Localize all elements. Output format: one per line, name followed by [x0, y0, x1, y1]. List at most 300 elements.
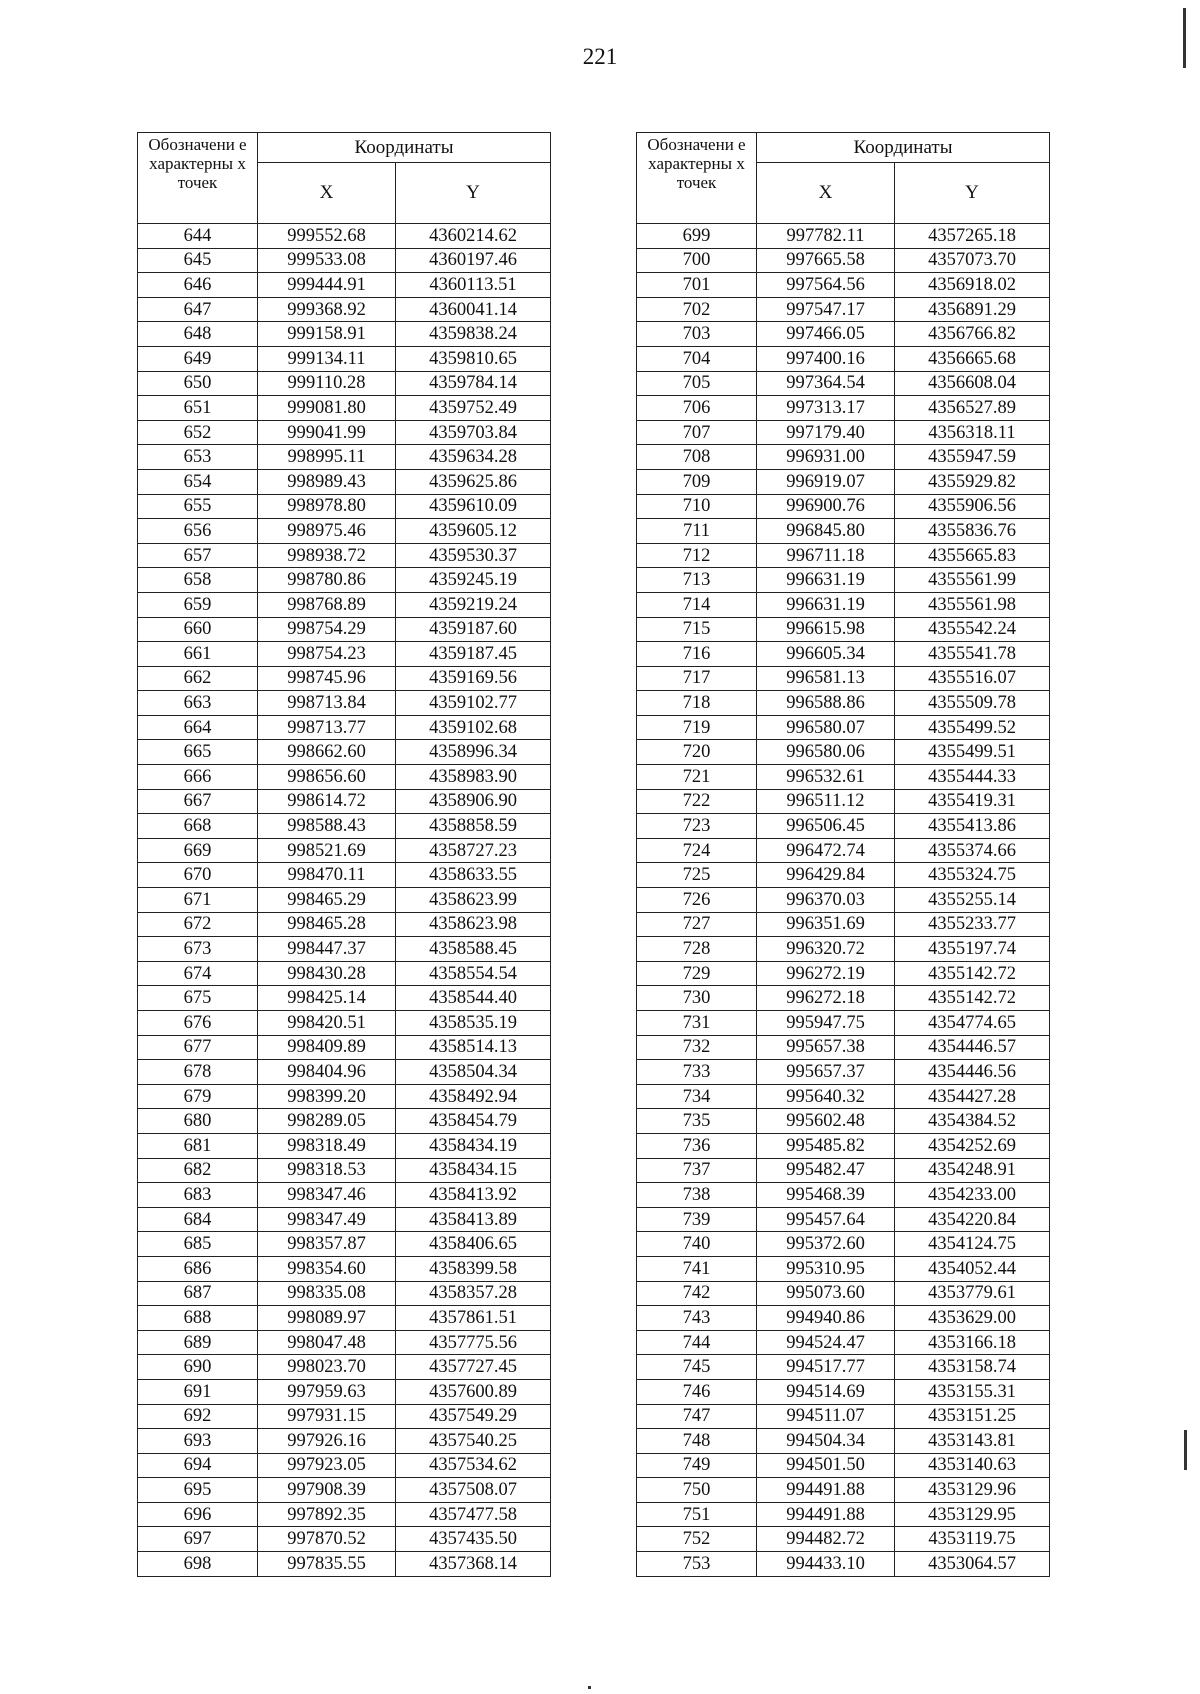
y-coordinate-cell: 4358535.19	[396, 1011, 551, 1036]
table-row	[138, 961, 551, 986]
table-row	[138, 715, 551, 740]
table-row	[138, 937, 551, 962]
table-row	[138, 1478, 551, 1503]
table-row	[637, 1232, 1050, 1257]
table-row	[637, 543, 1050, 568]
point-number-cell: 744	[637, 1330, 757, 1355]
x-coordinate-cell: 998662.60	[258, 740, 396, 765]
point-number-cell: 719	[637, 715, 757, 740]
point-number-cell: 674	[138, 961, 258, 986]
x-coordinate-cell: 998357.87	[258, 1232, 396, 1257]
y-coordinate-cell: 4358434.19	[396, 1133, 551, 1158]
x-coordinate-cell: 998938.72	[258, 543, 396, 568]
point-number-cell: 662	[138, 666, 258, 691]
y-coordinate-cell: 4355929.82	[895, 469, 1050, 494]
x-coordinate-cell: 997782.11	[757, 224, 895, 249]
point-number-cell: 684	[138, 1207, 258, 1232]
table-row	[138, 273, 551, 298]
x-coordinate-cell: 996580.07	[757, 715, 895, 740]
x-coordinate-cell: 997870.52	[258, 1527, 396, 1552]
y-coordinate-cell: 4358633.55	[396, 863, 551, 888]
y-coordinate-cell: 4359838.24	[396, 322, 551, 347]
table-row	[138, 1330, 551, 1355]
y-coordinate-cell: 4353129.95	[895, 1502, 1050, 1527]
point-number-cell: 649	[138, 346, 258, 371]
point-number-cell: 655	[138, 494, 258, 519]
table-row	[637, 568, 1050, 593]
y-coordinate-cell: 4360113.51	[396, 273, 551, 298]
point-number-cell: 726	[637, 888, 757, 913]
x-coordinate-cell: 995468.39	[757, 1183, 895, 1208]
x-coordinate-cell: 996605.34	[757, 642, 895, 667]
point-number-cell: 670	[138, 863, 258, 888]
y-coordinate-cell: 4353119.75	[895, 1527, 1050, 1552]
point-number-cell: 742	[637, 1281, 757, 1306]
table-row	[637, 666, 1050, 691]
y-coordinate-cell: 4360214.62	[396, 224, 551, 249]
table-row	[637, 1502, 1050, 1527]
table-row	[138, 642, 551, 667]
point-number-cell: 734	[637, 1084, 757, 1109]
x-coordinate-cell: 998978.80	[258, 494, 396, 519]
table-row	[637, 1060, 1050, 1085]
table-row	[637, 937, 1050, 962]
x-coordinate-cell: 995372.60	[757, 1232, 895, 1257]
x-coordinate-cell: 996615.98	[757, 617, 895, 642]
x-coordinate-cell: 994501.50	[757, 1453, 895, 1478]
point-number-cell: 646	[138, 273, 258, 298]
point-number-cell: 650	[138, 371, 258, 396]
table-row	[138, 1502, 551, 1527]
y-coordinate-cell: 4358983.90	[396, 765, 551, 790]
point-number-cell: 743	[637, 1306, 757, 1331]
point-number-cell: 730	[637, 986, 757, 1011]
table-row	[637, 740, 1050, 765]
y-coordinate-cell: 4355324.75	[895, 863, 1050, 888]
point-number-cell: 692	[138, 1404, 258, 1429]
point-number-cell: 647	[138, 297, 258, 322]
x-coordinate-cell: 997364.54	[757, 371, 895, 396]
x-coordinate-cell: 998780.86	[258, 568, 396, 593]
x-coordinate-cell: 996581.13	[757, 666, 895, 691]
x-coordinate-cell: 994504.34	[757, 1429, 895, 1454]
point-number-cell: 715	[637, 617, 757, 642]
point-number-cell: 678	[138, 1060, 258, 1085]
point-number-cell: 707	[637, 420, 757, 445]
point-number-cell: 671	[138, 888, 258, 913]
y-coordinate-cell: 4357775.56	[396, 1330, 551, 1355]
x-coordinate-cell: 999134.11	[258, 346, 396, 371]
page-number: 221	[582, 44, 618, 69]
y-coordinate-cell: 4355419.31	[895, 789, 1050, 814]
point-number-cell: 722	[637, 789, 757, 814]
x-coordinate-cell: 997926.16	[258, 1429, 396, 1454]
table-row	[138, 1011, 551, 1036]
y-coordinate-cell: 4357600.89	[396, 1379, 551, 1404]
y-coordinate-cell: 4355516.07	[895, 666, 1050, 691]
y-coordinate-cell: 4357368.14	[396, 1552, 551, 1577]
table-row	[138, 863, 551, 888]
point-number-cell: 736	[637, 1133, 757, 1158]
point-designation-header: Обозначени е характерны х точек	[637, 133, 757, 224]
y-coordinate-cell: 4356766.82	[895, 322, 1050, 347]
table-row	[637, 592, 1050, 617]
y-coordinate-cell: 4356665.68	[895, 346, 1050, 371]
point-number-cell: 680	[138, 1109, 258, 1134]
x-coordinate-cell: 996472.74	[757, 838, 895, 863]
point-designation-header: Обозначени е характерны х точек	[138, 133, 258, 224]
point-number-cell: 702	[637, 297, 757, 322]
x-coordinate-cell: 994524.47	[757, 1330, 895, 1355]
y-coordinate-cell: 4353140.63	[895, 1453, 1050, 1478]
x-coordinate-cell: 997835.55	[258, 1552, 396, 1577]
y-coordinate-cell: 4359703.84	[396, 420, 551, 445]
point-number-cell: 718	[637, 691, 757, 716]
x-coordinate-cell: 998335.08	[258, 1281, 396, 1306]
table-row	[637, 1404, 1050, 1429]
x-header: X	[258, 163, 396, 224]
x-coordinate-cell: 997923.05	[258, 1453, 396, 1478]
table-row	[138, 1552, 551, 1577]
table-row	[138, 494, 551, 519]
table-row	[138, 1158, 551, 1183]
x-coordinate-cell: 998465.29	[258, 888, 396, 913]
y-coordinate-cell: 4356918.02	[895, 273, 1050, 298]
x-coordinate-cell: 998521.69	[258, 838, 396, 863]
y-coordinate-cell: 4355233.77	[895, 912, 1050, 937]
point-number-cell: 682	[138, 1158, 258, 1183]
table-row	[637, 1552, 1050, 1577]
x-coordinate-cell: 998409.89	[258, 1035, 396, 1060]
y-coordinate-cell: 4358996.34	[396, 740, 551, 765]
point-number-cell: 745	[637, 1355, 757, 1380]
table-row	[138, 888, 551, 913]
y-coordinate-cell: 4358544.40	[396, 986, 551, 1011]
table-row	[637, 1158, 1050, 1183]
y-coordinate-cell: 4357549.29	[396, 1404, 551, 1429]
y-coordinate-cell: 4358623.99	[396, 888, 551, 913]
x-coordinate-cell: 996919.07	[757, 469, 895, 494]
y-coordinate-cell: 4358406.65	[396, 1232, 551, 1257]
point-number-cell: 735	[637, 1109, 757, 1134]
y-coordinate-cell: 4358413.92	[396, 1183, 551, 1208]
y-coordinate-cell: 4354384.52	[895, 1109, 1050, 1134]
y-coordinate-cell: 4355541.78	[895, 642, 1050, 667]
point-number-cell: 652	[138, 420, 258, 445]
point-number-cell: 746	[637, 1379, 757, 1404]
x-coordinate-cell: 997931.15	[258, 1404, 396, 1429]
y-coordinate-cell: 4356318.11	[895, 420, 1050, 445]
x-coordinate-cell: 996272.18	[757, 986, 895, 1011]
x-coordinate-cell: 998768.89	[258, 592, 396, 617]
scan-mark	[588, 1686, 591, 1689]
table-row	[138, 1453, 551, 1478]
table-row	[637, 642, 1050, 667]
coordinates-header: Координаты	[757, 133, 1050, 163]
y-coordinate-cell: 4359625.86	[396, 469, 551, 494]
y-coordinate-cell: 4355374.66	[895, 838, 1050, 863]
y-coordinate-cell: 4355542.24	[895, 617, 1050, 642]
x-coordinate-cell: 995482.47	[757, 1158, 895, 1183]
point-number-cell: 752	[637, 1527, 757, 1552]
point-number-cell: 687	[138, 1281, 258, 1306]
y-coordinate-cell: 4355499.51	[895, 740, 1050, 765]
point-number-cell: 727	[637, 912, 757, 937]
table-row	[637, 961, 1050, 986]
x-coordinate-cell: 996532.61	[757, 765, 895, 790]
y-coordinate-cell: 4354427.28	[895, 1084, 1050, 1109]
point-number-cell: 721	[637, 765, 757, 790]
x-coordinate-cell: 996931.00	[757, 445, 895, 470]
x-coordinate-cell: 998430.28	[258, 961, 396, 986]
scan-mark	[1184, 1430, 1187, 1470]
table-row	[637, 346, 1050, 371]
x-coordinate-cell: 999552.68	[258, 224, 396, 249]
x-coordinate-cell: 994433.10	[757, 1552, 895, 1577]
table-row	[637, 224, 1050, 249]
x-coordinate-cell: 998754.29	[258, 617, 396, 642]
point-number-cell: 733	[637, 1060, 757, 1085]
table-row	[637, 322, 1050, 347]
point-number-cell: 683	[138, 1183, 258, 1208]
table-row	[138, 568, 551, 593]
x-coordinate-cell: 998989.43	[258, 469, 396, 494]
point-number-cell: 723	[637, 814, 757, 839]
x-coordinate-cell: 999081.80	[258, 396, 396, 421]
y-coordinate-cell: 4355665.83	[895, 543, 1050, 568]
x-coordinate-cell: 995640.32	[757, 1084, 895, 1109]
point-number-cell: 703	[637, 322, 757, 347]
point-number-cell: 705	[637, 371, 757, 396]
point-number-cell: 679	[138, 1084, 258, 1109]
x-coordinate-cell: 998588.43	[258, 814, 396, 839]
x-coordinate-cell: 999041.99	[258, 420, 396, 445]
table-row	[138, 1256, 551, 1281]
x-coordinate-cell: 999444.91	[258, 273, 396, 298]
x-header: X	[757, 163, 895, 224]
x-coordinate-cell: 995457.64	[757, 1207, 895, 1232]
x-coordinate-cell: 998289.05	[258, 1109, 396, 1134]
point-number-cell: 724	[637, 838, 757, 863]
table-row	[637, 1527, 1050, 1552]
x-coordinate-cell: 999110.28	[258, 371, 396, 396]
point-number-cell: 690	[138, 1355, 258, 1380]
table-row	[138, 1207, 551, 1232]
x-coordinate-cell: 995310.95	[757, 1256, 895, 1281]
table-row	[138, 592, 551, 617]
point-number-cell: 694	[138, 1453, 258, 1478]
table-row	[637, 765, 1050, 790]
x-coordinate-cell: 996580.06	[757, 740, 895, 765]
y-coordinate-cell: 4358434.15	[396, 1158, 551, 1183]
y-coordinate-cell: 4359102.68	[396, 715, 551, 740]
x-coordinate-cell: 997564.56	[757, 273, 895, 298]
table-row	[637, 1281, 1050, 1306]
point-number-cell: 661	[138, 642, 258, 667]
coordinates-header: Координаты	[258, 133, 551, 163]
x-coordinate-cell: 998047.48	[258, 1330, 396, 1355]
point-number-cell: 753	[637, 1552, 757, 1577]
point-number-cell: 709	[637, 469, 757, 494]
y-coordinate-cell: 4359634.28	[396, 445, 551, 470]
point-number-cell: 749	[637, 1453, 757, 1478]
point-number-cell: 713	[637, 568, 757, 593]
point-number-cell: 669	[138, 838, 258, 863]
y-coordinate-cell: 4355836.76	[895, 519, 1050, 544]
table-row	[637, 986, 1050, 1011]
y-coordinate-cell: 4358906.90	[396, 789, 551, 814]
y-coordinate-cell: 4354124.75	[895, 1232, 1050, 1257]
table-row	[637, 248, 1050, 273]
table-row	[138, 1133, 551, 1158]
y-coordinate-cell: 4358504.34	[396, 1060, 551, 1085]
table-row	[637, 617, 1050, 642]
y-coordinate-cell: 4353779.61	[895, 1281, 1050, 1306]
table-row	[138, 445, 551, 470]
point-number-cell: 740	[637, 1232, 757, 1257]
x-coordinate-cell: 998656.60	[258, 765, 396, 790]
y-coordinate-cell: 4355561.99	[895, 568, 1050, 593]
y-coordinate-cell: 4357727.45	[396, 1355, 551, 1380]
y-coordinate-cell: 4359610.09	[396, 494, 551, 519]
point-number-cell: 668	[138, 814, 258, 839]
table-row	[637, 1207, 1050, 1232]
x-coordinate-cell: 995657.37	[757, 1060, 895, 1085]
y-coordinate-cell: 4354248.91	[895, 1158, 1050, 1183]
x-coordinate-cell: 998754.23	[258, 642, 396, 667]
point-number-cell: 654	[138, 469, 258, 494]
y-coordinate-cell: 4353143.81	[895, 1429, 1050, 1454]
y-coordinate-cell: 4355197.74	[895, 937, 1050, 962]
y-coordinate-cell: 4360197.46	[396, 248, 551, 273]
point-number-cell: 704	[637, 346, 757, 371]
table-row	[138, 1084, 551, 1109]
point-number-cell: 659	[138, 592, 258, 617]
y-coordinate-cell: 4353129.96	[895, 1478, 1050, 1503]
point-number-cell: 665	[138, 740, 258, 765]
y-coordinate-cell: 4357540.25	[396, 1429, 551, 1454]
x-coordinate-cell: 998975.46	[258, 519, 396, 544]
x-coordinate-cell: 998354.60	[258, 1256, 396, 1281]
table-row	[637, 469, 1050, 494]
y-coordinate-cell: 4359187.60	[396, 617, 551, 642]
point-number-cell: 651	[138, 396, 258, 421]
x-coordinate-cell: 995485.82	[757, 1133, 895, 1158]
table-row	[138, 1429, 551, 1454]
y-coordinate-cell: 4358454.79	[396, 1109, 551, 1134]
x-coordinate-cell: 997466.05	[757, 322, 895, 347]
y-coordinate-cell: 4357435.50	[396, 1527, 551, 1552]
table-row	[637, 1256, 1050, 1281]
x-coordinate-cell: 998713.84	[258, 691, 396, 716]
table-row	[637, 1429, 1050, 1454]
x-coordinate-cell: 997908.39	[258, 1478, 396, 1503]
point-number-cell: 701	[637, 273, 757, 298]
x-coordinate-cell: 996272.19	[757, 961, 895, 986]
point-number-cell: 739	[637, 1207, 757, 1232]
point-number-cell: 750	[637, 1478, 757, 1503]
y-coordinate-cell: 4357508.07	[396, 1478, 551, 1503]
table-row	[138, 986, 551, 1011]
table-row	[637, 1453, 1050, 1478]
table-row	[637, 1330, 1050, 1355]
x-coordinate-cell: 997313.17	[757, 396, 895, 421]
y-coordinate-cell: 4357861.51	[396, 1306, 551, 1331]
y-coordinate-cell: 4360041.14	[396, 297, 551, 322]
x-coordinate-cell: 998318.49	[258, 1133, 396, 1158]
table-row	[138, 396, 551, 421]
y-coordinate-cell: 4359102.77	[396, 691, 551, 716]
table-row	[138, 224, 551, 249]
table-row	[138, 248, 551, 273]
point-number-cell: 699	[637, 224, 757, 249]
y-coordinate-cell: 4355499.52	[895, 715, 1050, 740]
point-number-cell: 706	[637, 396, 757, 421]
y-coordinate-cell: 4356608.04	[895, 371, 1050, 396]
table-row	[637, 445, 1050, 470]
y-coordinate-cell: 4357534.62	[396, 1453, 551, 1478]
y-coordinate-cell: 4354252.69	[895, 1133, 1050, 1158]
y-coordinate-cell: 4356527.89	[895, 396, 1050, 421]
x-coordinate-cell: 998399.20	[258, 1084, 396, 1109]
x-coordinate-cell: 995947.75	[757, 1011, 895, 1036]
table-row	[637, 1355, 1050, 1380]
point-number-cell: 748	[637, 1429, 757, 1454]
point-number-cell: 720	[637, 740, 757, 765]
y-coordinate-cell: 4358492.94	[396, 1084, 551, 1109]
y-coordinate-cell: 4358357.28	[396, 1281, 551, 1306]
y-coordinate-cell: 4359605.12	[396, 519, 551, 544]
y-coordinate-cell: 4353629.00	[895, 1306, 1050, 1331]
y-coordinate-cell: 4353064.57	[895, 1552, 1050, 1577]
x-coordinate-cell: 995657.38	[757, 1035, 895, 1060]
x-coordinate-cell: 995073.60	[757, 1281, 895, 1306]
x-coordinate-cell: 999368.92	[258, 297, 396, 322]
x-coordinate-cell: 996506.45	[757, 814, 895, 839]
table-row	[637, 814, 1050, 839]
point-number-cell: 688	[138, 1306, 258, 1331]
table-row	[138, 1060, 551, 1085]
point-number-cell: 653	[138, 445, 258, 470]
table-row	[138, 814, 551, 839]
table-row	[138, 617, 551, 642]
point-number-cell: 717	[637, 666, 757, 691]
point-number-cell: 686	[138, 1256, 258, 1281]
table-row	[138, 691, 551, 716]
table-row	[637, 273, 1050, 298]
point-number-cell: 689	[138, 1330, 258, 1355]
table-row	[138, 666, 551, 691]
table-row	[138, 789, 551, 814]
point-number-cell: 666	[138, 765, 258, 790]
y-coordinate-cell: 4359245.19	[396, 568, 551, 593]
point-number-cell: 728	[637, 937, 757, 962]
x-coordinate-cell: 998745.96	[258, 666, 396, 691]
table-row	[637, 1183, 1050, 1208]
point-number-cell: 657	[138, 543, 258, 568]
y-coordinate-cell: 4357265.18	[895, 224, 1050, 249]
x-coordinate-cell: 998614.72	[258, 789, 396, 814]
table-row	[637, 888, 1050, 913]
table-row	[637, 838, 1050, 863]
table-row	[138, 469, 551, 494]
table-row	[138, 1527, 551, 1552]
point-number-cell: 645	[138, 248, 258, 273]
x-coordinate-cell: 998023.70	[258, 1355, 396, 1380]
x-coordinate-cell: 998995.11	[258, 445, 396, 470]
table-row	[138, 346, 551, 371]
x-coordinate-cell: 996320.72	[757, 937, 895, 962]
